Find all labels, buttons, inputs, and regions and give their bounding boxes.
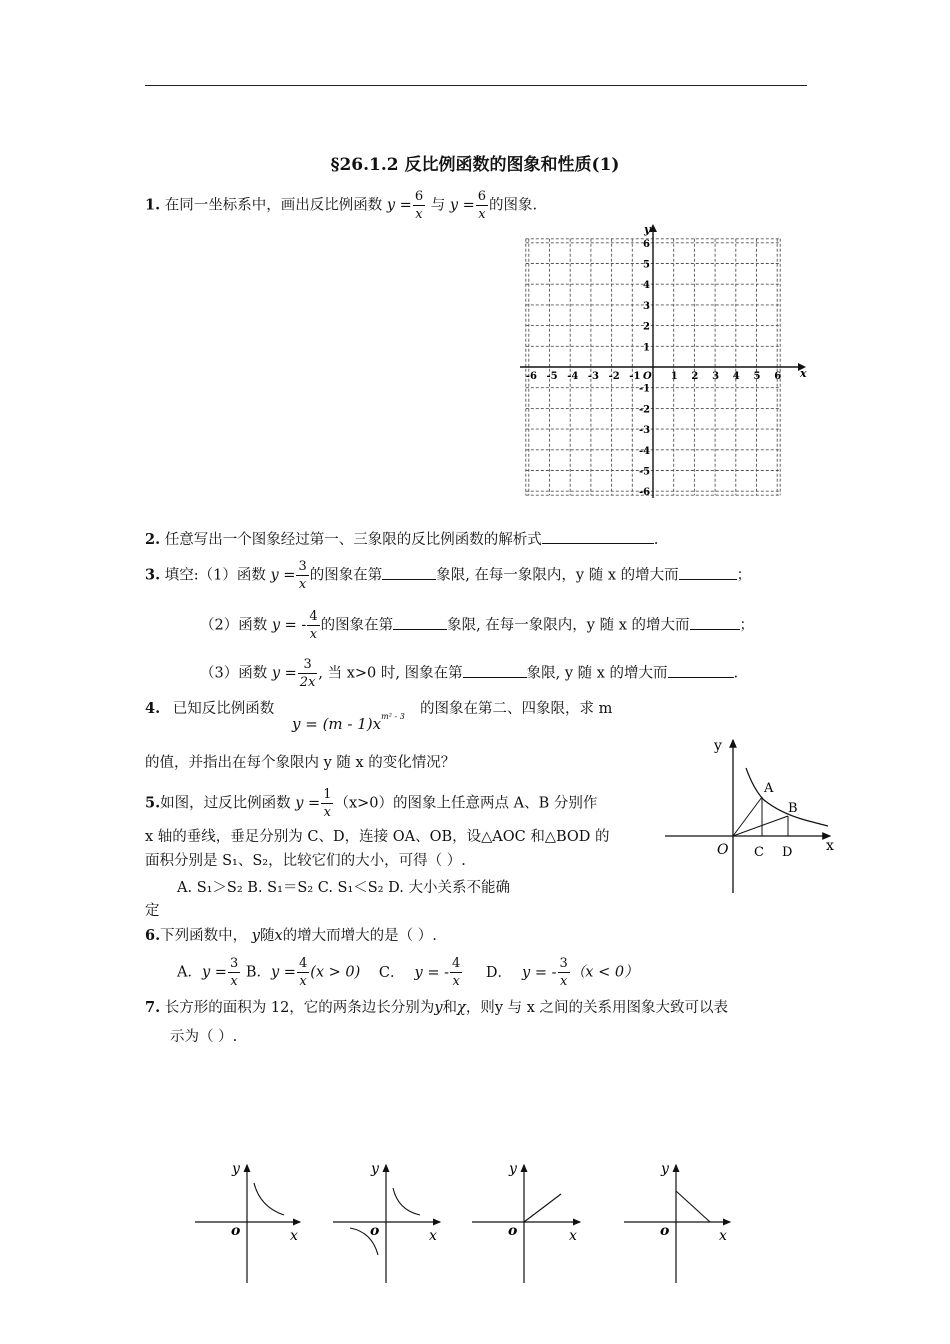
q7-d-y-label: y [661,1161,669,1177]
q6-a-num: 3 [229,956,239,971]
q1-f2-den: x [478,207,486,222]
grid-y-tick-label: 1 [643,342,650,354]
q3-p2-fraction [307,608,319,643]
q1-text-b: 与 [430,197,446,214]
grid-y-tick-label: -3 [639,425,651,437]
q7-line1-c: y 与 x 之间的关系用图象大致可以表 [494,1000,729,1016]
q7-option-graphs [190,1155,750,1290]
q3-p2-blank-quadrant[interactable] [393,615,447,630]
q4-text-c: 的值，并指出在每个象限内 y 随 x 的变化情况？ [145,755,456,771]
q3-p1-blank-trend[interactable] [679,565,737,580]
q1-f1-den: x [415,207,423,222]
q3-p1-den: x [298,577,307,592]
q5-label-o: O [717,842,729,858]
q7-a-y-label: y [232,1161,240,1177]
q7-d-o-label: o [660,1223,670,1239]
q3-p3-end: . [733,665,739,682]
q7-d-line [676,1191,710,1222]
q3-p2-blank-trend[interactable] [690,615,740,630]
q7-line-2: 示为（ ）. [170,1029,238,1045]
q7-b-o-label: o [370,1223,380,1239]
q6-option-c-lhs: y = - [414,964,449,981]
q1-f2-num: 6 [477,189,487,204]
q3-p3-fraction [298,656,318,691]
grid-x-tick-label: -1 [629,371,641,382]
q6-c-den: x [452,974,460,989]
q7-a-curve [254,1183,284,1215]
grid-x-tick-label: O [643,371,652,382]
q6-option-b-label: B． [245,964,271,981]
q4-text-a: 已知反比例函数 [172,701,275,717]
q3-p1-mid: 的图象在第 [309,567,383,584]
q6-d-num: 3 [559,956,568,971]
q3-p1-fraction [296,558,308,593]
question-4-line-1 [145,697,274,718]
q6-option-d-lhs: y = - [522,964,557,981]
question-6 [145,924,437,945]
q5-label-d: D [782,845,793,860]
question-3-part-3 [200,656,738,691]
q5-line-3: 面积分别是 S₁、S₂，比较它们的大小，可得（ ）. [145,853,466,869]
q7-b-x-label: x [429,1228,437,1244]
q3-p1-num: 3 [298,559,307,574]
q3-p3-mid2: 象限, y 随 x 的增大而 [526,665,668,682]
q7-c-y-label: y [509,1161,517,1177]
q6-option-d-label: D． [485,964,513,981]
q7-line1: 长方形的面积为 12，它的两条边长分别为 [164,1000,435,1016]
q7-b-curve-q1 [393,1188,420,1215]
page-title: §26.1.2 反比例函数的图象和性质(1) [330,155,620,175]
q3-p3-lhs: y = [271,665,297,682]
q1-f1-num: 6 [414,189,424,204]
grid-y-tick-label: -5 [639,466,651,478]
grid-y-tick-label: 3 [643,300,650,312]
q6-text-b: 随 [259,928,275,944]
q2-text: 任意写出一个图象经过第一、三象限的反比例函数的解析式 [164,532,542,548]
grid-x-tick-label: 4 [732,371,740,382]
grid-x-tick-label: -5 [546,371,558,382]
q6-number: 6. [145,927,161,944]
q3-p3-num: 3 [298,656,318,674]
q3-p2-end: ； [739,617,755,634]
grid-y-tick-label: -1 [639,383,651,395]
q6-option-d-cond: （x < 0） [570,964,639,981]
grid-y-tick-label: -6 [639,487,651,499]
question-2 [145,528,658,549]
q6-text-c: 的增大而增大的是（ ）. [282,928,437,944]
q7-y: y [434,1000,443,1016]
grid-x-tick-label: -3 [587,371,600,382]
grid-x-tick-label: 1 [670,371,678,382]
grid-x-tick-label: 3 [712,371,720,382]
q2-number: 2. [145,531,161,548]
grid-y-label: y [644,223,651,236]
q6-b-den: x [299,974,307,989]
grid-x-tick-label: 5 [753,371,761,382]
q6-a-den: x [230,974,238,989]
q7-graph-b[interactable] [333,1161,440,1283]
q3-p3-blank-trend[interactable] [668,663,734,678]
q1-f1-fraction [413,188,425,223]
q4-formula [292,712,405,733]
grid-y-tick-label: 6 [643,238,650,250]
q5-options-continued: 定 [145,903,160,919]
q5-line1-b: （x>0）的图象上任意两点 A、B 分别作 [334,795,598,812]
q4-formula-exponent: m² - 3 [381,712,405,721]
q5-line1-a: 如图，过反比例函数 [160,795,291,812]
q3-p1-blank-quadrant[interactable] [382,565,436,580]
question-3-part-2 [200,608,754,643]
grid-y-tick-label: 5 [643,259,650,271]
q3-p2-mid: 的图象在第 [320,617,394,634]
q6-y: y [251,928,260,944]
q5-f-num: 1 [323,787,332,802]
q7-graph-a[interactable] [195,1161,300,1283]
q6-option-a-label: A． [177,964,202,981]
question-5-line-1 [145,786,597,821]
q1-f2-fraction [476,188,488,223]
q6-x: x [274,928,283,944]
q5-label-y: y [714,738,722,754]
q5-f-lhs: y = [295,795,321,812]
question-7-line-1 [145,996,728,1017]
q7-b-y-label: y [371,1161,379,1177]
q7-c-o-label: o [508,1223,518,1239]
q7-number: 7. [145,999,161,1016]
q3-p2-mid2: 象限, 在每一象限内，y 随 x 的增大而 [447,617,690,634]
q3-p2-num: 4 [309,609,318,624]
q3-number: 3. [145,566,161,584]
grid-x-tick-label: 2 [691,371,699,382]
q3-p1-lhs: y = [270,567,296,584]
q7-and: 和 [442,1000,458,1016]
q3-p3-mid: , 当 x>0 时, 图象在第 [318,665,463,682]
q6-option-a-fraction [228,955,240,990]
q3-p1-mid2: 象限, 在每一象限内，y 随 x 的增大而 [436,567,679,584]
grid-axes [520,224,806,498]
grid-x-tick-label: -4 [567,371,579,382]
q1-number: 1. [145,196,161,214]
grid-y-tick-label: -4 [639,445,651,457]
q3-p3-blank-quadrant[interactable] [463,663,527,678]
q4-number: 4. [145,700,161,717]
q6-options [177,955,639,990]
question-1 [145,188,537,223]
q4-formula-base: y = (m - 1)x [292,715,382,733]
q1-f2-lhs: y = [449,197,475,214]
q6-d-den: x [559,974,568,989]
q4-text-b: 的图象在第二、四象限，求 m [420,701,613,717]
q6-option-b-lhs: y = [270,964,296,981]
q7-c-x-label: x [569,1228,577,1244]
q6-option-b-cond: (x > 0) [310,964,361,981]
q5-f-den: x [323,805,332,820]
q7-a-o-label: o [231,1223,241,1239]
q6-text: 下列函数中， [160,928,248,944]
q5-number: 5. [145,794,161,812]
grid-x-tick-label: 6 [774,371,782,382]
q1-text-c: 的图象. [489,197,538,214]
q7-c-line [524,1194,561,1222]
q6-b-num: 4 [298,956,308,971]
q3-p3-den: 2x [299,675,316,690]
question-3-part-1 [145,558,751,593]
q5-segment-oa [733,797,762,836]
q1-f1-lhs: y = [386,197,412,214]
q7-line1-b: ，则 [465,1000,495,1016]
grid-x-label: x [800,367,807,380]
q3-p3-pre: （3）函数 [200,665,268,682]
q7-x: χ [457,1000,466,1016]
q2-answer-blank[interactable] [542,529,654,544]
q3-p2-pre: （2）函数 [200,617,268,634]
q7-d-x-label: x [719,1228,727,1244]
q7-graph-c[interactable] [472,1161,580,1283]
q5-segment-ob [733,816,788,836]
q6-option-c-label: C． [378,964,405,981]
grid-y-tick-label: -2 [639,404,651,416]
grid-tick-labels [526,223,807,498]
grid-x-tick-label: -6 [525,371,537,382]
grid-y-tick-label: 2 [643,321,650,333]
grid-y-tick-label: 4 [643,280,650,292]
q6-option-b-fraction [297,955,309,990]
grid-x-tick-label: -2 [608,371,620,382]
q7-graph-d[interactable] [624,1161,730,1283]
q5-fraction [321,786,333,821]
header-rule [145,85,807,86]
q5-label-a: A [764,781,774,796]
q5-figure [660,728,845,898]
q5-options: A. S₁＞S₂ B. S₁＝S₂ C. S₁＜S₂ D. 大小关系不能确 [177,880,510,896]
q5-hyperbola-curve [746,768,828,826]
q5-label-c: C [754,845,764,860]
q1-text-a: 在同一坐标系中，画出反比例函数 [164,197,383,214]
q2-end: . [653,532,659,548]
q6-c-num: 4 [452,956,461,971]
coordinate-grid [520,222,810,500]
q5-label-x: x [826,838,834,854]
q7-a-x-label: x [290,1228,298,1244]
q5-label-b: B [788,801,798,816]
q3-p1-end: ； [736,567,752,584]
q3-p2-den: x [309,627,318,642]
q6-option-d-fraction [558,955,570,990]
q5-line-2: x 轴的垂线，垂足分别为 C、D，连接 OA、OB，设△AOC 和△BOD 的 [145,829,610,845]
q6-option-c-fraction [450,955,462,990]
q3-p1-pre: 填空:（1）函数 [164,567,266,584]
q3-p2-lhs: y = - [271,617,307,634]
q6-option-a-lhs: y = [201,964,227,981]
